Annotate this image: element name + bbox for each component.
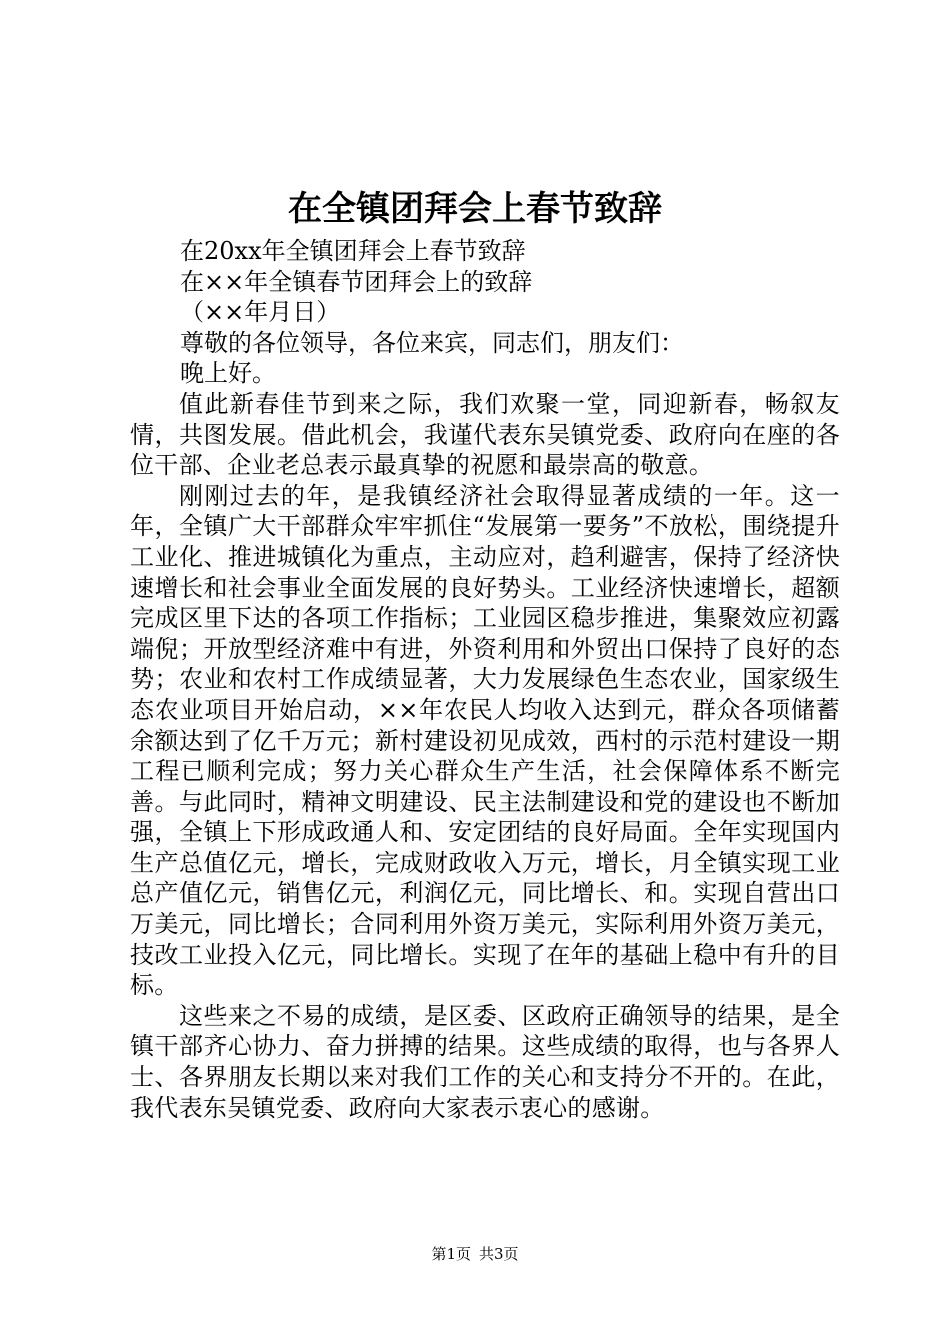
- salutation-line: 尊敬的各位领导，各位来宾，同志们，朋友们：: [180, 328, 684, 357]
- paragraph-opening: 值此新春佳节到来之际，我们欢聚一堂，同迎新春，畅叙友情，共图发展。借此机会，我谨代表东吴镇党委、政府向在座的各位干部、企业老总表示最真挚的祝愿和最崇高的敬意。: [130, 389, 840, 480]
- date-line: （××年月日）: [180, 298, 341, 327]
- page-footer: [0, 1244, 950, 1264]
- paragraph-thanks: 这些来之不易的成绩，是区委、区政府正确领导的结果，是全镇干部齐心协力、奋力拼搏的结果。这些成绩的取得，也与各界人士、各界朋友长期以来对我们工作的关心和支持分不开的。在此，我代表东吴镇党委、政府向大家表示衷心的感谢。: [130, 1001, 840, 1122]
- speech-title-line: 在××年全镇春节团拜会上的致辞: [180, 267, 533, 296]
- page-total: 共3页: [479, 1245, 519, 1263]
- subtitle-line: 在20xx年全镇团拜会上春节致辞: [180, 237, 526, 265]
- document-body: [130, 236, 840, 1123]
- page-number: 第1页: [431, 1245, 471, 1263]
- greeting-line: 晚上好。: [180, 359, 276, 388]
- page-title: 在全镇团拜会上春节致辞: [288, 189, 662, 229]
- paragraph-achievements: 刚刚过去的年，是我镇经济社会取得显著成绩的一年。这一年，全镇广大干部群众牢牢抓住“发展第一要务”不放松，围绕提升工业化、推进城镇化为重点，主动应对，趋利避害，保持了经济快速增长和社会事业全面发展的良好势头。工业经济快速增长，超额完成区里下达的各项工作指标；工业园区稳步推进，集聚效应初露端倪；开放型经济难中有进，外资利用和外贸出口保持了良好的态势；农业和农村工作成绩显著，大力发展绿色生态农业，国家级生态农业项目开始启动，××年农民人均收入达到元，群众各项储蓄余额达到了亿千万元；新村建设初见成效，西村的示范村建设一期工程已顺利完成；努力关心群众生产生活，社会保障体系不断完善。与此同时，精神文明建设、民主法制建设和党的建设也不断加强，全镇上下形成政通人和、安定团结的良好局面。全年实现国内生产总值亿元，增长，完成财政收入万元，增长，月全镇实现工业总产值亿元，销售亿元，利润亿元，同比增长、和。实现自营出口万美元，同比增长；合同利用外资万美元，实际利用外资万美元，技改工业投入亿元，同比增长。实现了在年的基础上稳中有升的目标。: [130, 481, 840, 1000]
